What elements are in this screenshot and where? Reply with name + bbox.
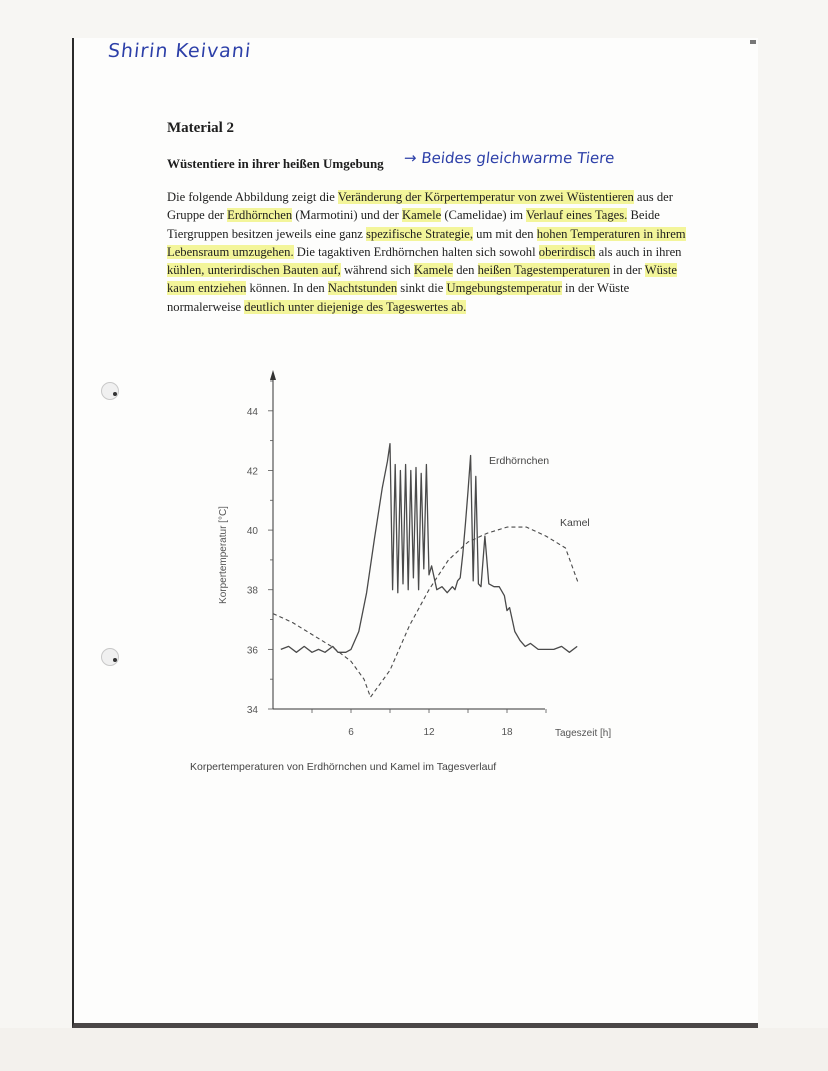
highlighted-text: kühlen, unterirdischen Bauten auf, [167, 263, 341, 278]
figure-caption: Korpertemperaturen von Erdhörnchen und Kamel im Tagesverlauf [190, 761, 497, 773]
paragraph-text: Beide Tiergruppen besitzen jeweils eine ganz [167, 208, 660, 241]
highlighted-text: deutlich unter diejenige des Tageswertes ab. [244, 299, 467, 314]
material-subtitle: Wüstentiere in ihrer heißen Umgebung [167, 156, 384, 171]
series-label-kamel: Kamel [560, 517, 590, 529]
paragraph-text: können. In den [246, 281, 328, 296]
material-title: Material 2 [167, 120, 235, 136]
handwritten-note: Beides gleichwarme Tiere [420, 149, 616, 167]
highlighted-text: oberirdisch [538, 244, 596, 259]
highlighted-text: hohen Temperaturen in ihrem Lebensraum umzugehen. [167, 226, 686, 259]
paragraph-text: aus der Gruppe der [167, 190, 673, 223]
y-tick-label: 44 [246, 406, 258, 418]
highlighted-text: Verlauf eines Tages. [525, 208, 628, 223]
y-axis-label: Korpertemperatur [°C] [218, 506, 229, 604]
paragraph-text: Die folgende Abbildung zeigt die [167, 190, 338, 204]
highlighted-text: Kamele [413, 263, 454, 278]
paragraph-text: den [453, 263, 478, 278]
x-tick-label: 18 [501, 727, 513, 738]
y-tick-label: 34 [246, 705, 258, 716]
series-label-erdhoernchen: Erdhörnchen [489, 455, 550, 467]
y-axis-arrow [270, 370, 276, 380]
highlighted-text: Erdhörnchen [227, 208, 293, 223]
y-tick-label: 36 [246, 645, 258, 657]
x-tick-label: 12 [423, 727, 435, 738]
highlighted-text: heißen Tagestemperaturen [477, 263, 610, 278]
highlighted-text: Kamele [402, 208, 442, 223]
highlighted-text: Umgebungstemperatur [446, 281, 562, 296]
background-strip [0, 1028, 828, 1071]
paragraph-text: um mit den [473, 226, 537, 241]
highlighted-text: Veränderung der Körpertemperatur von zwei Wüstentieren [337, 190, 634, 204]
handwritten-author-name: Shirin Keivani [106, 40, 253, 62]
paragraph-text: sinkt die [397, 281, 447, 296]
paragraph-text: in der Wüste normalerweise [167, 281, 630, 314]
series-line-erdhoernchen [281, 444, 577, 653]
arrow-icon: → [403, 149, 418, 167]
paragraph-text: Die tagaktiven Erdhörnchen halten sich sowohl [293, 244, 539, 259]
highlighted-text: Nachtstunden [327, 281, 398, 296]
highlighted-text: spezifische Strategie, [366, 226, 474, 241]
x-tick-label: 6 [348, 727, 354, 738]
y-tick-label: 38 [246, 585, 258, 597]
highlighted-text: Wüste kaum entziehen [167, 263, 677, 296]
series-line-kamel [273, 527, 579, 697]
paragraph-text: in der [609, 263, 645, 278]
paragraph-text: als auch in ihren [595, 244, 682, 259]
y-tick-label: 42 [246, 466, 258, 478]
y-tick-label: 40 [246, 526, 258, 538]
paragraph-text: (Camelidae) im [441, 208, 526, 223]
x-axis-label: Tageszeit [h] [555, 728, 612, 739]
paragraph-text: (Marmotini) und der [292, 208, 403, 223]
paragraph-text: während sich [340, 263, 414, 278]
